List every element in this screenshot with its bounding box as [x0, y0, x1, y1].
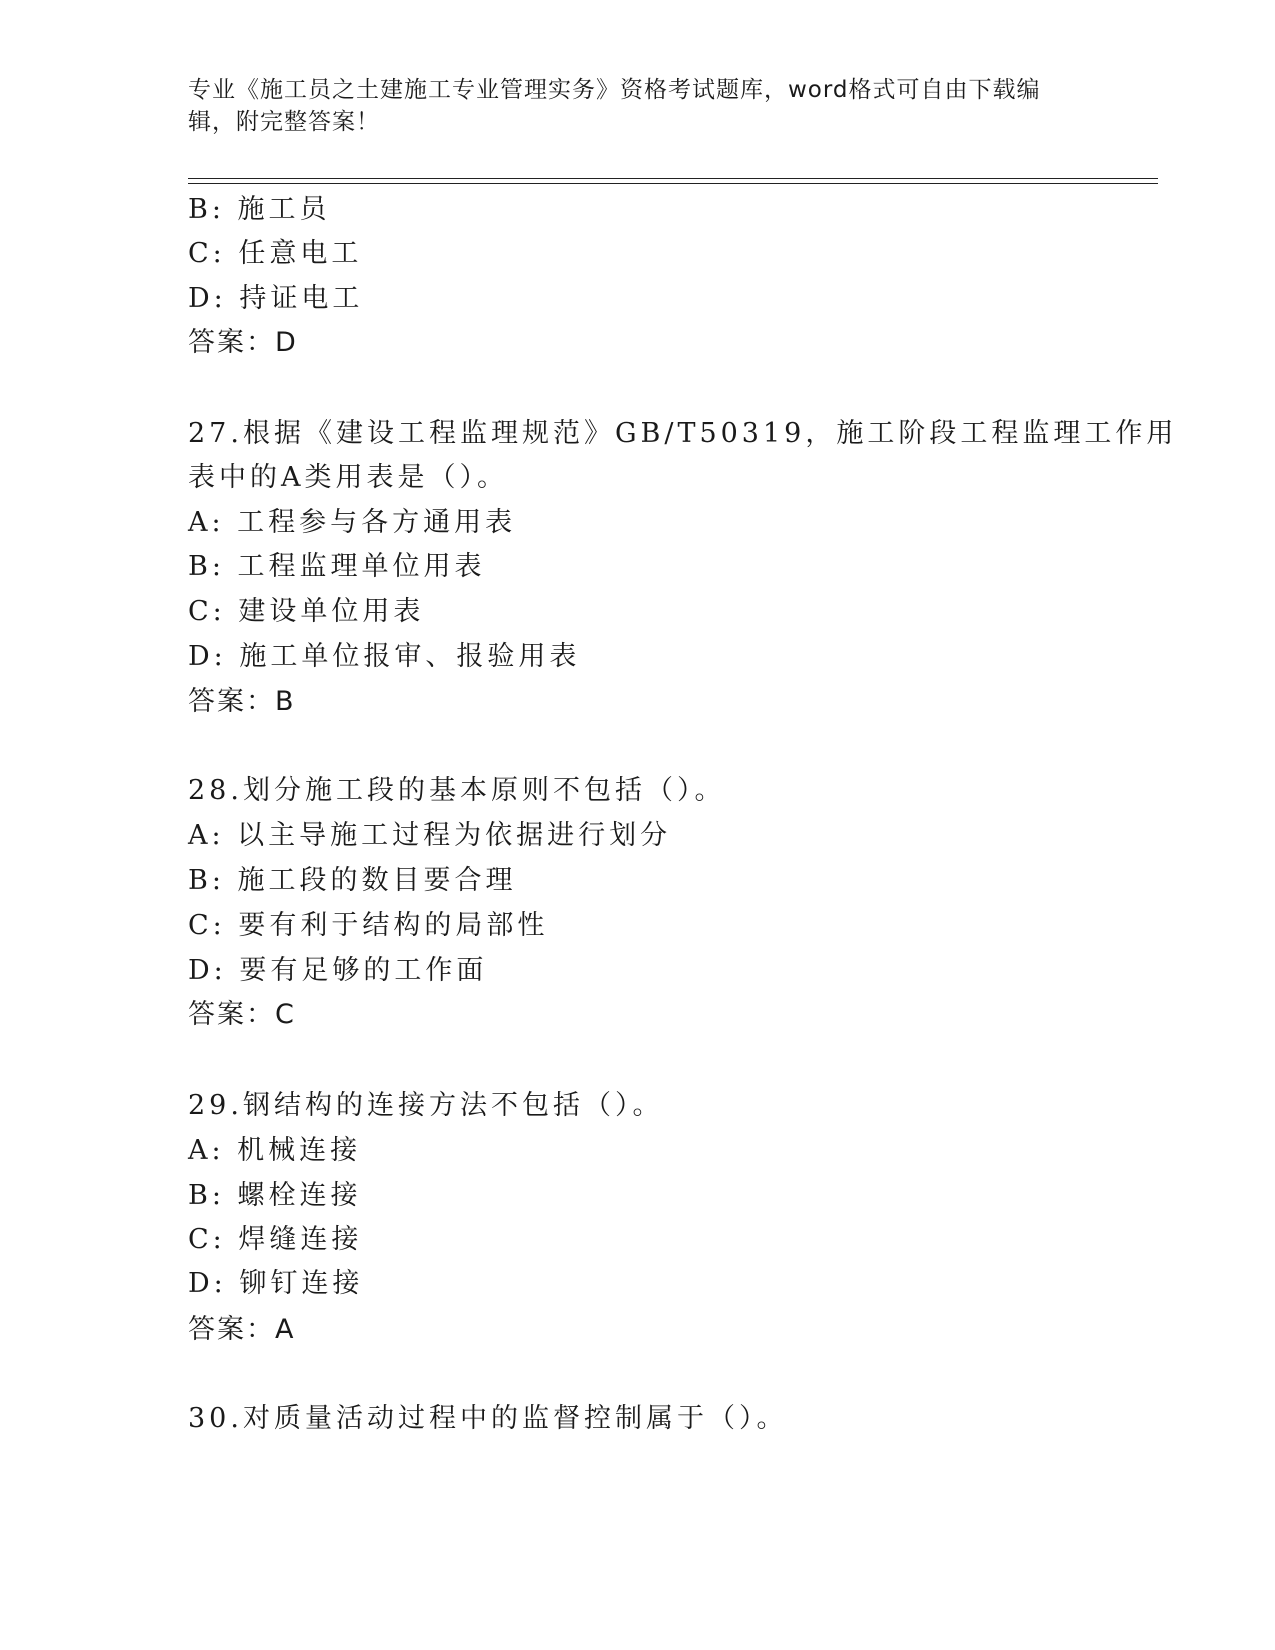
- q27-answer: 答案：B: [188, 686, 296, 717]
- q27-option-a: A: 工程参与各方通用表: [188, 507, 517, 538]
- q29-question: 29.钢结构的连接方法不包括（）。: [188, 1090, 664, 1121]
- header-divider-bottom: [188, 183, 1158, 184]
- q27-option-c: C: 建设单位用表: [188, 596, 425, 627]
- q27-question-line1: 27.根据《建设工程监理规范》GB/T50319，施工阶段工程监理工作用: [188, 418, 1178, 449]
- q28-answer: 答案：C: [188, 999, 296, 1030]
- header-divider-top: [188, 178, 1158, 179]
- q30-question: 30.对质量活动过程中的监督控制属于（）。: [188, 1403, 788, 1434]
- q26-option-d: D: 持证电工: [188, 283, 364, 314]
- document-header-text: 专业《施工员之土建施工专业管理实务》资格考试题库，word格式可自由下载编 辑，附完整答案！: [188, 77, 1041, 135]
- q27-option-d: D: 施工单位报审、报验用表: [188, 641, 581, 672]
- q29-option-c: C: 焊缝连接: [188, 1224, 363, 1255]
- q27-question-line2: 表中的A类用表是（）。: [188, 462, 508, 493]
- q28-question: 28.划分施工段的基本原则不包括（）。: [188, 775, 726, 806]
- q28-option-c: C: 要有利于结构的局部性: [188, 910, 549, 941]
- q28-option-d: D: 要有足够的工作面: [188, 955, 488, 986]
- q29-answer: 答案：A: [188, 1314, 296, 1345]
- q26-answer: 答案：D: [188, 327, 298, 358]
- q29-option-a: A: 机械连接: [188, 1135, 362, 1166]
- q29-option-d: D: 铆钉连接: [188, 1268, 364, 1299]
- q27-option-b: B: 工程监理单位用表: [188, 551, 486, 582]
- q29-option-b: B: 螺栓连接: [188, 1180, 362, 1211]
- q26-option-b: B: 施工员: [188, 194, 331, 225]
- q28-option-b: B: 施工段的数目要合理: [188, 865, 517, 896]
- q28-option-a: A: 以主导施工过程为依据进行划分: [188, 820, 672, 851]
- q26-option-c: C: 任意电工: [188, 238, 363, 269]
